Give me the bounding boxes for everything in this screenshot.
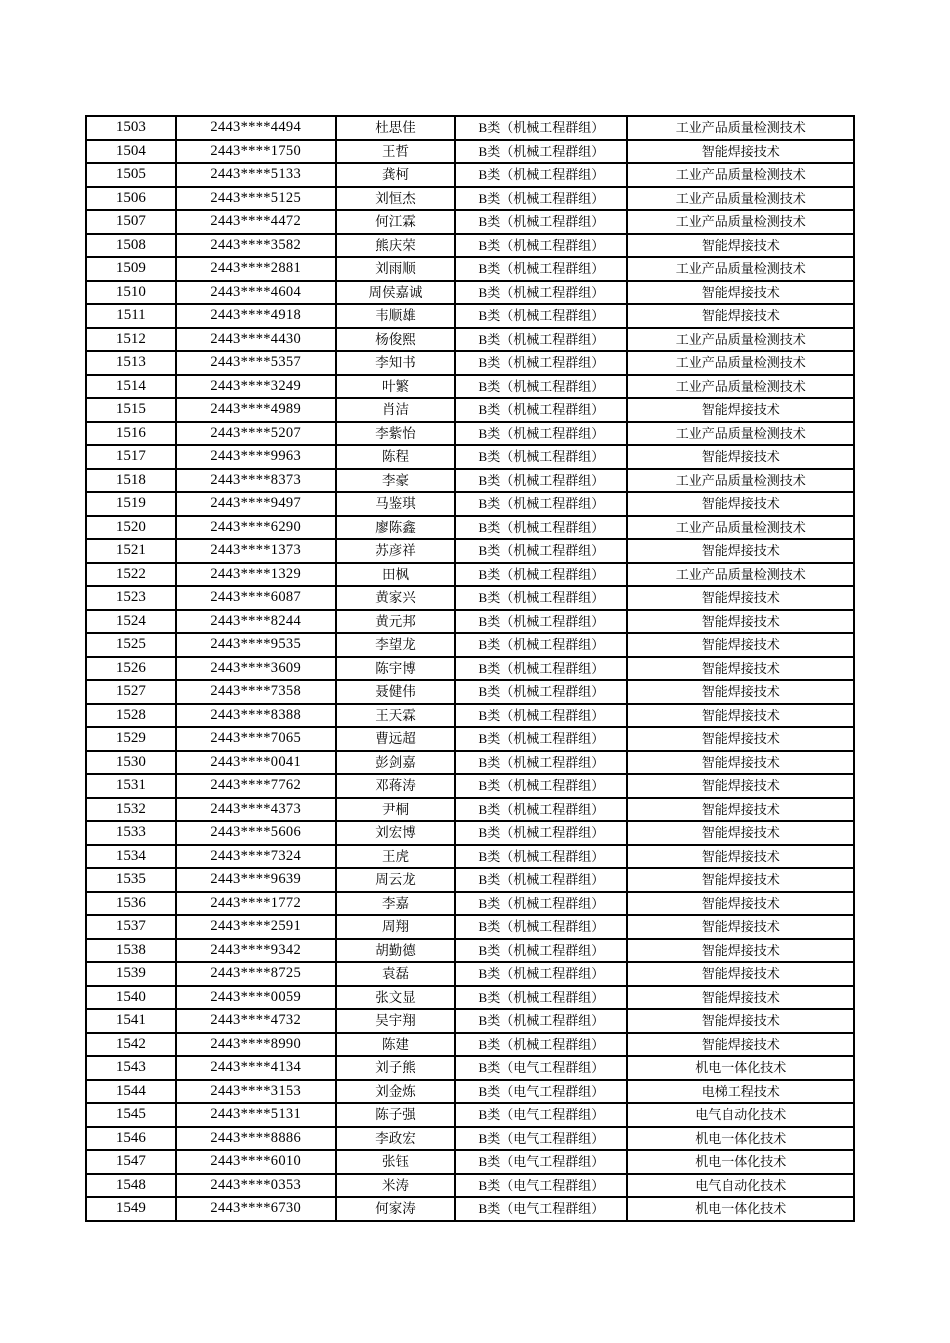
cell-category: B类（机械工程群组） <box>455 680 627 704</box>
cell-major: 工业产品质量检测技术 <box>627 351 854 375</box>
cell-exam-number: 2443****4373 <box>176 798 336 822</box>
cell-student-name: 陈宇博 <box>336 657 456 681</box>
cell-serial-number: 1548 <box>86 1174 176 1198</box>
cell-category: B类（机械工程群组） <box>455 163 627 187</box>
cell-major: 工业产品质量检测技术 <box>627 516 854 540</box>
cell-exam-number: 2443****8244 <box>176 610 336 634</box>
cell-category: B类（电气工程群组） <box>455 1056 627 1080</box>
cell-major: 工业产品质量检测技术 <box>627 116 854 140</box>
cell-student-name: 刘金炼 <box>336 1080 456 1104</box>
cell-exam-number: 2443****9497 <box>176 492 336 516</box>
cell-major: 工业产品质量检测技术 <box>627 257 854 281</box>
table-row <box>86 1197 854 1221</box>
cell-student-name: 张文显 <box>336 986 456 1010</box>
cell-serial-number: 1514 <box>86 375 176 399</box>
table-row <box>86 727 854 751</box>
table-row <box>86 1127 854 1151</box>
cell-major: 智能焊接技术 <box>627 610 854 634</box>
cell-category: B类（机械工程群组） <box>455 187 627 211</box>
cell-student-name: 马鉴琪 <box>336 492 456 516</box>
cell-serial-number: 1510 <box>86 281 176 305</box>
cell-category: B类（机械工程群组） <box>455 962 627 986</box>
cell-serial-number: 1524 <box>86 610 176 634</box>
cell-major: 工业产品质量检测技术 <box>627 375 854 399</box>
cell-major: 工业产品质量检测技术 <box>627 328 854 352</box>
cell-major: 智能焊接技术 <box>627 398 854 422</box>
cell-exam-number: 2443****6087 <box>176 586 336 610</box>
cell-serial-number: 1519 <box>86 492 176 516</box>
cell-category: B类（机械工程群组） <box>455 798 627 822</box>
cell-serial-number: 1547 <box>86 1150 176 1174</box>
cell-exam-number: 2443****3249 <box>176 375 336 399</box>
table-row <box>86 821 854 845</box>
cell-exam-number: 2443****7065 <box>176 727 336 751</box>
table-row <box>86 751 854 775</box>
cell-student-name: 廖陈鑫 <box>336 516 456 540</box>
cell-major: 智能焊接技术 <box>627 140 854 164</box>
cell-major: 智能焊接技术 <box>627 586 854 610</box>
cell-exam-number: 2443****1750 <box>176 140 336 164</box>
table-row <box>86 915 854 939</box>
cell-exam-number: 2443****4918 <box>176 304 336 328</box>
cell-exam-number: 2443****2591 <box>176 915 336 939</box>
cell-major: 工业产品质量检测技术 <box>627 469 854 493</box>
cell-category: B类（机械工程群组） <box>455 375 627 399</box>
table-row <box>86 398 854 422</box>
table-row <box>86 657 854 681</box>
cell-serial-number: 1543 <box>86 1056 176 1080</box>
cell-serial-number: 1525 <box>86 633 176 657</box>
cell-category: B类（机械工程群组） <box>455 986 627 1010</box>
cell-student-name: 吴宇翔 <box>336 1009 456 1033</box>
cell-student-name: 何家涛 <box>336 1197 456 1221</box>
cell-student-name: 刘宏博 <box>336 821 456 845</box>
cell-serial-number: 1531 <box>86 774 176 798</box>
cell-major: 工业产品质量检测技术 <box>627 187 854 211</box>
cell-serial-number: 1507 <box>86 210 176 234</box>
cell-exam-number: 2443****4989 <box>176 398 336 422</box>
cell-exam-number: 2443****9639 <box>176 868 336 892</box>
cell-exam-number: 2443****7324 <box>176 845 336 869</box>
cell-major: 智能焊接技术 <box>627 492 854 516</box>
cell-major: 智能焊接技术 <box>627 445 854 469</box>
cell-category: B类（机械工程群组） <box>455 868 627 892</box>
cell-exam-number: 2443****1772 <box>176 892 336 916</box>
cell-serial-number: 1544 <box>86 1080 176 1104</box>
cell-student-name: 韦顺雄 <box>336 304 456 328</box>
cell-exam-number: 2443****0059 <box>176 986 336 1010</box>
cell-exam-number: 2443****7358 <box>176 680 336 704</box>
cell-exam-number: 2443****4430 <box>176 328 336 352</box>
cell-student-name: 李望龙 <box>336 633 456 657</box>
cell-student-name: 刘子熊 <box>336 1056 456 1080</box>
cell-exam-number: 2443****5207 <box>176 422 336 446</box>
table-row <box>86 281 854 305</box>
cell-student-name: 杜思佳 <box>336 116 456 140</box>
cell-student-name: 肖洁 <box>336 398 456 422</box>
cell-student-name: 李知书 <box>336 351 456 375</box>
cell-category: B类（电气工程群组） <box>455 1103 627 1127</box>
cell-exam-number: 2443****3153 <box>176 1080 336 1104</box>
cell-student-name: 王天霖 <box>336 704 456 728</box>
table-row <box>86 539 854 563</box>
cell-category: B类（机械工程群组） <box>455 704 627 728</box>
cell-serial-number: 1530 <box>86 751 176 775</box>
cell-serial-number: 1511 <box>86 304 176 328</box>
table-row <box>86 892 854 916</box>
cell-major: 智能焊接技术 <box>627 774 854 798</box>
cell-category: B类（机械工程群组） <box>455 234 627 258</box>
table-row <box>86 163 854 187</box>
cell-serial-number: 1526 <box>86 657 176 681</box>
cell-major: 智能焊接技术 <box>627 680 854 704</box>
cell-category: B类（电气工程群组） <box>455 1197 627 1221</box>
cell-major: 电气自动化技术 <box>627 1103 854 1127</box>
cell-exam-number: 2443****1329 <box>176 563 336 587</box>
cell-major: 智能焊接技术 <box>627 986 854 1010</box>
cell-category: B类（机械工程群组） <box>455 610 627 634</box>
table-row <box>86 939 854 963</box>
table-row <box>86 680 854 704</box>
cell-major: 智能焊接技术 <box>627 1033 854 1057</box>
cell-major: 智能焊接技术 <box>627 727 854 751</box>
table-row <box>86 328 854 352</box>
cell-exam-number: 2443****8388 <box>176 704 336 728</box>
cell-category: B类（机械工程群组） <box>455 1009 627 1033</box>
table-row <box>86 257 854 281</box>
cell-student-name: 周侯嘉诚 <box>336 281 456 305</box>
cell-major: 机电一体化技术 <box>627 1056 854 1080</box>
cell-major: 工业产品质量检测技术 <box>627 422 854 446</box>
cell-serial-number: 1503 <box>86 116 176 140</box>
cell-exam-number: 2443****4732 <box>176 1009 336 1033</box>
cell-category: B类（机械工程群组） <box>455 445 627 469</box>
cell-student-name: 曹远超 <box>336 727 456 751</box>
cell-major: 智能焊接技术 <box>627 939 854 963</box>
cell-category: B类（电气工程群组） <box>455 1127 627 1151</box>
table-row <box>86 304 854 328</box>
cell-major: 智能焊接技术 <box>627 1009 854 1033</box>
cell-major: 智能焊接技术 <box>627 633 854 657</box>
table-row <box>86 563 854 587</box>
cell-category: B类（机械工程群组） <box>455 281 627 305</box>
table-row <box>86 1150 854 1174</box>
admission-list-table <box>85 115 855 1222</box>
cell-student-name: 田枫 <box>336 563 456 587</box>
table-row <box>86 986 854 1010</box>
cell-major: 智能焊接技术 <box>627 657 854 681</box>
table-row <box>86 1103 854 1127</box>
cell-serial-number: 1535 <box>86 868 176 892</box>
table-row <box>86 469 854 493</box>
cell-category: B类（电气工程群组） <box>455 1174 627 1198</box>
student-table-body <box>86 116 854 1221</box>
cell-student-name: 杨俊熙 <box>336 328 456 352</box>
table-row <box>86 351 854 375</box>
cell-category: B类（机械工程群组） <box>455 751 627 775</box>
cell-serial-number: 1538 <box>86 939 176 963</box>
cell-exam-number: 2443****2881 <box>176 257 336 281</box>
cell-exam-number: 2443****6010 <box>176 1150 336 1174</box>
cell-student-name: 周云龙 <box>336 868 456 892</box>
cell-category: B类（机械工程群组） <box>455 492 627 516</box>
cell-student-name: 叶繁 <box>336 375 456 399</box>
cell-exam-number: 2443****9535 <box>176 633 336 657</box>
cell-exam-number: 2443****8886 <box>176 1127 336 1151</box>
cell-student-name: 陈子强 <box>336 1103 456 1127</box>
cell-exam-number: 2443****0353 <box>176 1174 336 1198</box>
cell-serial-number: 1533 <box>86 821 176 845</box>
cell-exam-number: 2443****5357 <box>176 351 336 375</box>
cell-student-name: 聂健伟 <box>336 680 456 704</box>
table-row <box>86 516 854 540</box>
cell-major: 电梯工程技术 <box>627 1080 854 1104</box>
table-row <box>86 1056 854 1080</box>
cell-exam-number: 2443****7762 <box>176 774 336 798</box>
table-row <box>86 774 854 798</box>
cell-exam-number: 2443****4134 <box>176 1056 336 1080</box>
cell-exam-number: 2443****8373 <box>176 469 336 493</box>
cell-major: 机电一体化技术 <box>627 1150 854 1174</box>
cell-exam-number: 2443****0041 <box>176 751 336 775</box>
cell-serial-number: 1536 <box>86 892 176 916</box>
cell-category: B类（机械工程群组） <box>455 727 627 751</box>
table-row <box>86 492 854 516</box>
cell-serial-number: 1540 <box>86 986 176 1010</box>
cell-serial-number: 1504 <box>86 140 176 164</box>
cell-exam-number: 2443****6290 <box>176 516 336 540</box>
cell-major: 智能焊接技术 <box>627 915 854 939</box>
table-row <box>86 422 854 446</box>
table-row <box>86 633 854 657</box>
cell-major: 智能焊接技术 <box>627 868 854 892</box>
cell-category: B类（机械工程群组） <box>455 657 627 681</box>
cell-serial-number: 1508 <box>86 234 176 258</box>
cell-category: B类（机械工程群组） <box>455 351 627 375</box>
cell-serial-number: 1546 <box>86 1127 176 1151</box>
table-row <box>86 210 854 234</box>
cell-serial-number: 1539 <box>86 962 176 986</box>
cell-category: B类（电气工程群组） <box>455 1080 627 1104</box>
cell-major: 智能焊接技术 <box>627 892 854 916</box>
cell-serial-number: 1515 <box>86 398 176 422</box>
table-row <box>86 1174 854 1198</box>
cell-serial-number: 1522 <box>86 563 176 587</box>
cell-serial-number: 1513 <box>86 351 176 375</box>
table-row <box>86 140 854 164</box>
cell-serial-number: 1517 <box>86 445 176 469</box>
cell-serial-number: 1549 <box>86 1197 176 1221</box>
cell-exam-number: 2443****9963 <box>176 445 336 469</box>
cell-student-name: 何江霖 <box>336 210 456 234</box>
cell-exam-number: 2443****3582 <box>176 234 336 258</box>
cell-exam-number: 2443****5133 <box>176 163 336 187</box>
cell-exam-number: 2443****4472 <box>176 210 336 234</box>
cell-category: B类（机械工程群组） <box>455 1033 627 1057</box>
cell-student-name: 龚柯 <box>336 163 456 187</box>
cell-major: 智能焊接技术 <box>627 751 854 775</box>
cell-major: 工业产品质量检测技术 <box>627 563 854 587</box>
cell-category: B类（机械工程群组） <box>455 516 627 540</box>
cell-category: B类（机械工程群组） <box>455 304 627 328</box>
cell-student-name: 李嘉 <box>336 892 456 916</box>
cell-serial-number: 1509 <box>86 257 176 281</box>
cell-student-name: 彭剑嘉 <box>336 751 456 775</box>
cell-student-name: 张钰 <box>336 1150 456 1174</box>
cell-student-name: 苏彦祥 <box>336 539 456 563</box>
cell-serial-number: 1529 <box>86 727 176 751</box>
table-row <box>86 116 854 140</box>
cell-major: 智能焊接技术 <box>627 281 854 305</box>
cell-category: B类（机械工程群组） <box>455 633 627 657</box>
cell-major: 智能焊接技术 <box>627 821 854 845</box>
cell-major: 智能焊接技术 <box>627 798 854 822</box>
cell-category: B类（机械工程群组） <box>455 422 627 446</box>
cell-serial-number: 1505 <box>86 163 176 187</box>
cell-exam-number: 2443****1373 <box>176 539 336 563</box>
cell-student-name: 刘恒杰 <box>336 187 456 211</box>
cell-category: B类（机械工程群组） <box>455 586 627 610</box>
cell-category: B类（机械工程群组） <box>455 140 627 164</box>
cell-category: B类（机械工程群组） <box>455 915 627 939</box>
cell-exam-number: 2443****9342 <box>176 939 336 963</box>
table-row <box>86 1033 854 1057</box>
cell-category: B类（机械工程群组） <box>455 328 627 352</box>
cell-serial-number: 1528 <box>86 704 176 728</box>
cell-exam-number: 2443****5606 <box>176 821 336 845</box>
cell-major: 智能焊接技术 <box>627 304 854 328</box>
cell-serial-number: 1518 <box>86 469 176 493</box>
cell-student-name: 刘雨顺 <box>336 257 456 281</box>
cell-student-name: 李紫怡 <box>336 422 456 446</box>
table-row <box>86 845 854 869</box>
cell-major: 智能焊接技术 <box>627 539 854 563</box>
cell-serial-number: 1541 <box>86 1009 176 1033</box>
cell-serial-number: 1512 <box>86 328 176 352</box>
cell-exam-number: 2443****4604 <box>176 281 336 305</box>
table-row <box>86 962 854 986</box>
table-row <box>86 798 854 822</box>
cell-exam-number: 2443****5125 <box>176 187 336 211</box>
cell-serial-number: 1534 <box>86 845 176 869</box>
cell-student-name: 李政宏 <box>336 1127 456 1151</box>
cell-major: 智能焊接技术 <box>627 234 854 258</box>
cell-student-name: 陈程 <box>336 445 456 469</box>
cell-major: 智能焊接技术 <box>627 845 854 869</box>
cell-student-name: 王哲 <box>336 140 456 164</box>
table-row <box>86 234 854 258</box>
cell-major: 智能焊接技术 <box>627 962 854 986</box>
cell-student-name: 尹桐 <box>336 798 456 822</box>
cell-exam-number: 2443****3609 <box>176 657 336 681</box>
cell-category: B类（机械工程群组） <box>455 539 627 563</box>
table-row <box>86 704 854 728</box>
cell-category: B类（机械工程群组） <box>455 939 627 963</box>
cell-exam-number: 2443****5131 <box>176 1103 336 1127</box>
cell-student-name: 黄元邦 <box>336 610 456 634</box>
cell-serial-number: 1532 <box>86 798 176 822</box>
cell-serial-number: 1542 <box>86 1033 176 1057</box>
cell-category: B类（机械工程群组） <box>455 116 627 140</box>
cell-major: 电气自动化技术 <box>627 1174 854 1198</box>
table-row <box>86 187 854 211</box>
cell-category: B类（电气工程群组） <box>455 1150 627 1174</box>
cell-exam-number: 2443****4494 <box>176 116 336 140</box>
cell-category: B类（机械工程群组） <box>455 892 627 916</box>
cell-student-name: 王虎 <box>336 845 456 869</box>
table-row <box>86 1009 854 1033</box>
cell-student-name: 胡勤德 <box>336 939 456 963</box>
cell-student-name: 黄家兴 <box>336 586 456 610</box>
cell-category: B类（机械工程群组） <box>455 563 627 587</box>
cell-serial-number: 1516 <box>86 422 176 446</box>
cell-exam-number: 2443****8725 <box>176 962 336 986</box>
cell-exam-number: 2443****8990 <box>176 1033 336 1057</box>
cell-category: B类（机械工程群组） <box>455 469 627 493</box>
cell-category: B类（机械工程群组） <box>455 845 627 869</box>
cell-serial-number: 1523 <box>86 586 176 610</box>
table-row <box>86 586 854 610</box>
cell-student-name: 李豪 <box>336 469 456 493</box>
cell-major: 智能焊接技术 <box>627 704 854 728</box>
table-row <box>86 445 854 469</box>
cell-category: B类（机械工程群组） <box>455 398 627 422</box>
table-row <box>86 868 854 892</box>
cell-category: B类（机械工程群组） <box>455 821 627 845</box>
cell-major: 工业产品质量检测技术 <box>627 163 854 187</box>
cell-serial-number: 1506 <box>86 187 176 211</box>
cell-student-name: 周翔 <box>336 915 456 939</box>
cell-major: 机电一体化技术 <box>627 1127 854 1151</box>
cell-serial-number: 1521 <box>86 539 176 563</box>
cell-category: B类（机械工程群组） <box>455 774 627 798</box>
cell-serial-number: 1520 <box>86 516 176 540</box>
cell-serial-number: 1537 <box>86 915 176 939</box>
cell-student-name: 陈建 <box>336 1033 456 1057</box>
table-row <box>86 610 854 634</box>
cell-category: B类（机械工程群组） <box>455 257 627 281</box>
cell-student-name: 熊庆荣 <box>336 234 456 258</box>
cell-major: 工业产品质量检测技术 <box>627 210 854 234</box>
table-row <box>86 1080 854 1104</box>
cell-major: 机电一体化技术 <box>627 1197 854 1221</box>
cell-student-name: 米涛 <box>336 1174 456 1198</box>
cell-student-name: 袁磊 <box>336 962 456 986</box>
cell-exam-number: 2443****6730 <box>176 1197 336 1221</box>
cell-student-name: 邓蒋涛 <box>336 774 456 798</box>
table-row <box>86 375 854 399</box>
cell-serial-number: 1545 <box>86 1103 176 1127</box>
cell-category: B类（机械工程群组） <box>455 210 627 234</box>
cell-serial-number: 1527 <box>86 680 176 704</box>
